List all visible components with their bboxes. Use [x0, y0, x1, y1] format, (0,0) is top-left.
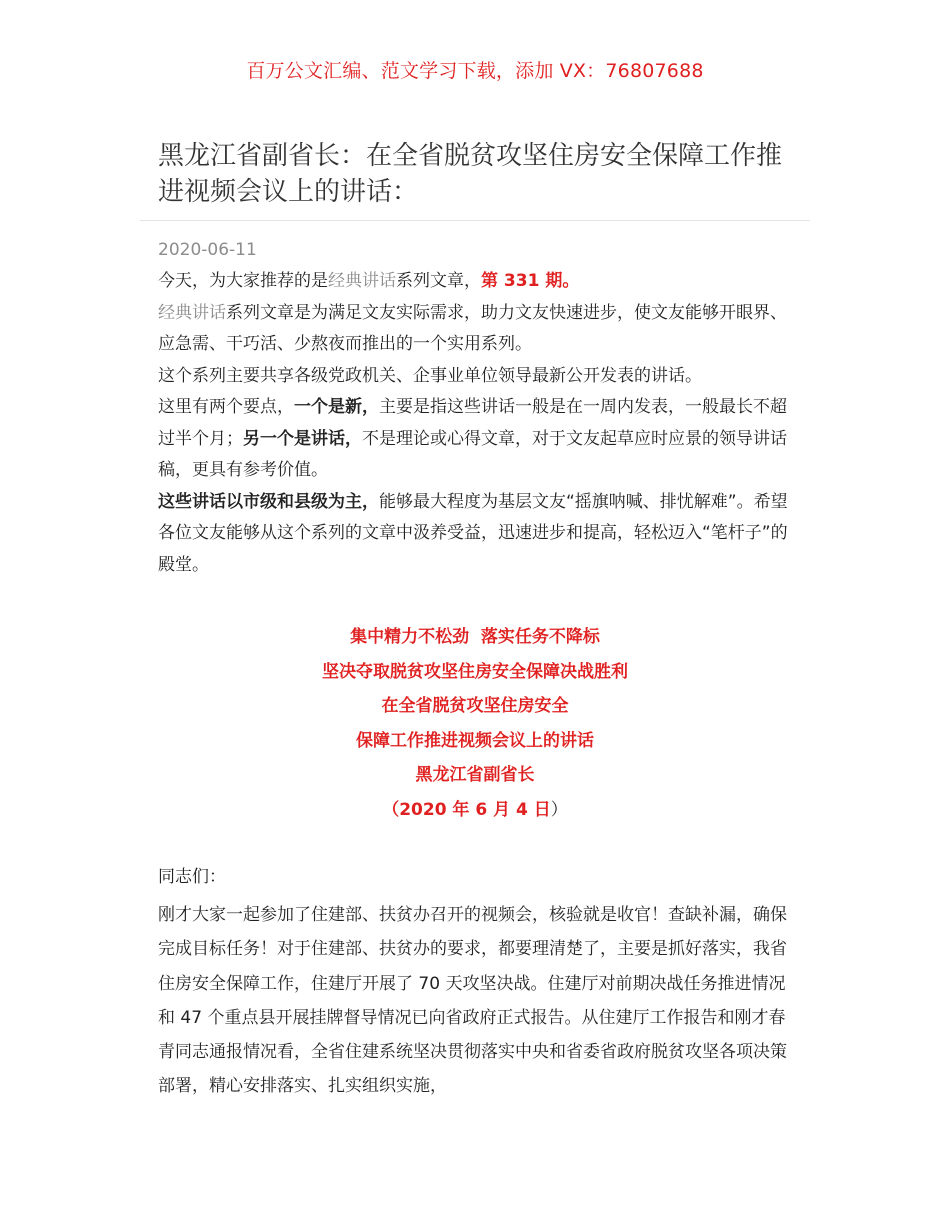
series-name: 经典讲话	[328, 271, 396, 291]
speech-date	[0, 793, 950, 828]
speech-body	[158, 898, 798, 1104]
promo-banner: 百万公文汇编、范文学习下载，添加 VX：76807688	[246, 60, 704, 82]
salutation-section	[158, 862, 798, 894]
intro-text: 系列文章，	[396, 271, 481, 291]
speaker-title: 黑龙江省副省长	[415, 765, 535, 785]
series-name: 经典讲话	[158, 302, 226, 323]
speech-heading-line-1: 集中精力不松劲 落实任务不降标	[350, 627, 600, 647]
key-point-2: 另一个是讲话，	[243, 428, 362, 449]
intro-paragraph-3: 这个系列主要共享各级党政机关、企事业单位领导最新公开发表的讲话。	[158, 365, 702, 386]
article-title: 黑龙江省副省长：在全省脱贫攻坚住房安全保障工作推进视频会议上的讲话：	[158, 141, 783, 207]
salutation: 同志们：	[158, 867, 226, 887]
intro-paragraph-5	[158, 487, 798, 582]
intro-text: 能够最大程度为基层文友“摇旗呐喊、排忧解难”。希望各位文友能够从这个系列的文章中汲养受益，迅速进步和提高，轻松迈入“笔杆子”的殿堂。	[158, 491, 788, 575]
intro-text: 这里有两个要点，	[158, 397, 294, 417]
intro-text: 系列文章是为满足文友实际需求，助力文友快速进步，使文友能够开眼界、应急需、干巧活、少熬夜而推出的一个实用系列。	[158, 302, 787, 354]
speech-heading-line-3: 在全省脱贫攻坚住房安全	[381, 696, 569, 716]
speech-date-text: （2020 年 6 月 4 日	[382, 799, 551, 820]
intro-paragraph-4	[158, 392, 798, 487]
key-point-1: 一个是新，	[294, 397, 379, 417]
title-divider	[140, 220, 810, 221]
intro-section	[158, 266, 798, 581]
intro-text: 主要是指这些讲话一般是在一周内发表，一般最长不超过半个月；	[158, 397, 787, 449]
publish-date: 2020-06-11	[158, 240, 257, 260]
intro-text: 今天，为大家推荐的是	[158, 271, 328, 291]
speech-paragraph-1: 刚才大家一起参加了住建部、扶贫办召开的视频会，核验就是收官！查缺补漏，确保完成目标任务！对于住建部、扶贫办的要求，都要理清楚了，主要是抓好落实，我省住房安全保障工作，住建厅开展了 70 天攻坚决战。住建厅对前期决战任务推进情况和 47 个重点县开展挂牌督导情况已向省政府正式报告。从住建厅工作报告和刚才春青同志通报情况看，全省住建系统坚决贯彻落实中央和省委省政府脱贫攻坚各项决策部署，精心安排落实、扎实组织实施，	[158, 905, 787, 1097]
intro-text: 不是理论或心得文章，对于文友起草应时应景的领导讲话稿，更具有参考价值。	[158, 428, 787, 480]
speech-heading-line-2: 坚决夺取脱贫攻坚住房安全保障决战胜利	[322, 661, 628, 682]
intro-paragraph-2	[158, 298, 798, 361]
speech-heading-line-4: 保障工作推进视频会议上的讲话	[356, 730, 594, 751]
speech-date-close: ）	[550, 799, 568, 820]
issue-number: 第 331 期。	[481, 271, 580, 291]
speech-heading	[0, 620, 950, 827]
intro-paragraph-1	[158, 266, 798, 298]
focus-statement: 这些讲话以市级和县级为主，	[158, 491, 379, 512]
